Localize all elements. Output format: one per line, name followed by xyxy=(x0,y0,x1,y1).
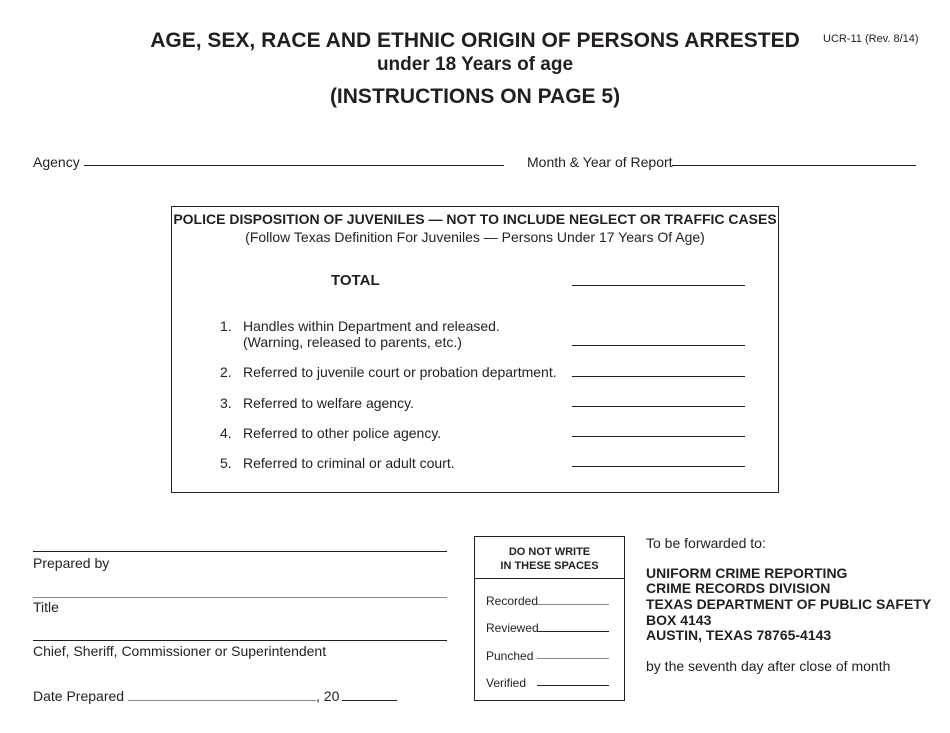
item-4-number: 4. xyxy=(220,425,232,441)
item-2-input[interactable] xyxy=(572,376,745,377)
verified-input[interactable] xyxy=(537,685,609,686)
item-3-input[interactable] xyxy=(572,406,745,407)
agency-label: Agency xyxy=(33,154,80,170)
verified-label: Verified xyxy=(486,676,527,690)
item-4-input[interactable] xyxy=(572,436,745,437)
prepared-by-input[interactable] xyxy=(33,551,447,552)
reviewed-label: Reviewed xyxy=(486,621,539,635)
title-input[interactable] xyxy=(33,597,447,598)
item-1-label: Handles within Department and released. xyxy=(243,318,500,334)
form-number: UCR-11 (Rev. 8/14) xyxy=(823,33,919,45)
instructions-note: (INSTRUCTIONS ON PAGE 5) xyxy=(329,85,621,108)
address-line-1: UNIFORM CRIME REPORTING xyxy=(646,565,848,581)
chief-label: Chief, Sheriff, Commissioner or Superintendent xyxy=(33,643,327,659)
item-2-label: Referred to juvenile court or probation department. xyxy=(243,364,557,380)
office-use-heading-line1: DO NOT WRITE xyxy=(508,546,591,558)
year-input[interactable] xyxy=(342,700,397,701)
punched-label: Punched xyxy=(486,649,534,663)
item-1-note: (Warning, released to parents, etc.) xyxy=(243,334,462,350)
punched-input[interactable] xyxy=(537,658,609,659)
month-year-input[interactable] xyxy=(672,165,916,166)
prepared-by-label: Prepared by xyxy=(33,555,110,571)
office-use-heading xyxy=(475,537,624,579)
agency-input[interactable] xyxy=(84,165,504,166)
item-5-input[interactable] xyxy=(572,466,745,467)
address-line-2: CRIME RECORDS DIVISION xyxy=(646,580,831,596)
recorded-label: Recorded xyxy=(486,594,539,608)
item-1-number: 1. xyxy=(220,318,232,334)
forward-intro: To be forwarded to: xyxy=(646,535,766,551)
chief-signature-input[interactable] xyxy=(33,640,447,641)
disposition-subheading: (Follow Texas Definition For Juveniles — Persons Under 17 Years Of Age) xyxy=(245,229,705,245)
item-3-number: 3. xyxy=(220,395,232,411)
item-5-label: Referred to criminal or adult court. xyxy=(243,455,455,471)
item-5-number: 5. xyxy=(220,455,232,471)
form-subtitle: under 18 Years of age xyxy=(376,54,574,75)
deadline-note: by the seventh day after close of month xyxy=(646,658,891,674)
date-prepared-input[interactable] xyxy=(128,700,316,701)
address-line-3: TEXAS DEPARTMENT OF PUBLIC SAFETY xyxy=(646,596,932,612)
item-4-label: Referred to other police agency. xyxy=(243,425,442,441)
disposition-heading: POLICE DISPOSITION OF JUVENILES — NOT TO INCLUDE NEGLECT OR TRAFFIC CASES xyxy=(173,211,777,227)
reviewed-input[interactable] xyxy=(537,631,609,632)
item-3-label: Referred to welfare agency. xyxy=(243,395,414,411)
date-prepared-label: Date Prepared xyxy=(33,688,125,704)
item-1-input[interactable] xyxy=(572,345,745,346)
recorded-input[interactable] xyxy=(537,604,609,605)
item-2-number: 2. xyxy=(220,364,232,380)
month-year-label: Month & Year of Report xyxy=(527,154,673,170)
title-label: Title xyxy=(33,599,59,615)
total-input[interactable] xyxy=(572,285,745,286)
office-use-heading-line2: IN THESE SPACES xyxy=(500,560,599,572)
year-prefix: , 20 xyxy=(316,688,340,704)
address-line-5: AUSTIN, TEXAS 78765-4143 xyxy=(646,627,832,643)
address-line-4: BOX 4143 xyxy=(646,612,712,628)
total-label: TOTAL xyxy=(331,272,380,289)
form-title: AGE, SEX, RACE AND ETHNIC ORIGIN OF PERSONS ARRESTED xyxy=(150,29,800,52)
